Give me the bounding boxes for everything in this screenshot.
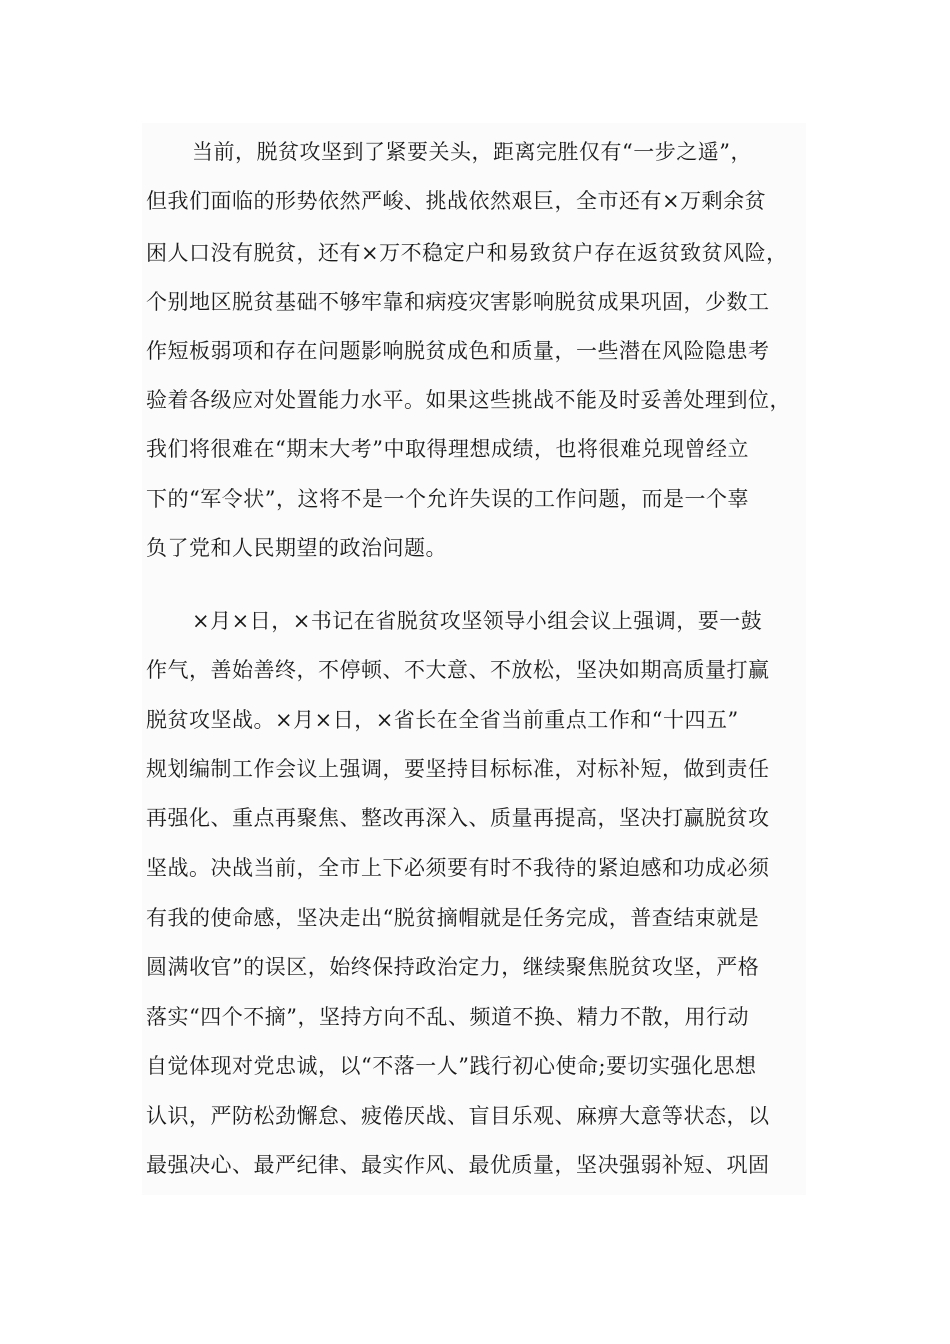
paragraph-1-line-8: 下的“军令状”，这将不是一个允许失误的工作问题，而是一个辜: [146, 487, 749, 511]
paragraph-1-line-7: 我们将很难在“期末大考”中取得理想成绩，也将很难兑现曾经立: [146, 437, 749, 461]
paragraph-1-line-9: 负了党和人民期望的政治问题。: [146, 536, 447, 560]
paragraph-1-line-3: 困人口没有脱贫，还有×万不稳定户和易致贫户存在返贫致贫风险，: [146, 241, 788, 265]
paragraph-2-line-7: 有我的使命感，坚决走出“脱贫摘帽就是任务完成，普查结束就是: [146, 906, 760, 930]
paragraph-1-line-5: 作短板弱项和存在问题影响脱贫成色和质量，一些潜在风险隐患考: [146, 339, 770, 363]
paragraph-2-line-3: 脱贫攻坚战。×月×日，×省长在全省当前重点工作和“十四五”: [146, 708, 739, 732]
paragraph-2-line-11: 认识，严防松劲懈怠、疲倦厌战、盲目乐观、麻痹大意等状态，以: [146, 1104, 770, 1128]
paragraph-2-line-1: ×月×日，×书记在省脱贫攻坚领导小组会议上强调，要一鼓: [192, 609, 763, 633]
paragraph-2-line-8: 圆满收官”的误区，始终保持政治定力，继续聚焦脱贫攻坚，严格: [146, 955, 760, 979]
paragraph-2-line-12: 最强决心、最严纪律、最实作风、最优质量，坚决强弱补短、巩固: [146, 1153, 770, 1177]
paragraph-2-line-5: 再强化、重点再聚焦、整改再深入、质量再提高，坚决打赢脱贫攻: [146, 806, 770, 830]
paragraph-1-line-6: 验着各级应对处置能力水平。如果这些挑战不能及时妥善处理到位，: [146, 388, 791, 412]
paragraph-2-line-4: 规划编制工作会议上强调，要坚持目标标准，对标补短，做到责任: [146, 757, 770, 781]
paragraph-2-line-9: 落实“四个不摘”，坚持方向不乱、频道不换、精力不散，用行动: [146, 1005, 749, 1029]
paragraph-2-line-6: 坚战。决战当前，全市上下必须要有时不我待的紧迫感和功成必须: [146, 856, 770, 880]
paragraph-2-line-10: 自觉体现对党忠诚，以“不落一人”践行初心使命;要切实强化思想: [146, 1054, 757, 1078]
paragraph-1-line-1: 当前，脱贫攻坚到了紧要关头，距离完胜仅有“一步之遥”，: [192, 140, 752, 164]
document-text-block: [142, 123, 806, 1195]
paragraph-2-line-2: 作气，善始善终，不停顿、不大意、不放松，坚决如期高质量打赢: [146, 658, 770, 682]
paragraph-1-line-4: 个别地区脱贫基础不够牢靠和病疫灾害影响脱贫成果巩固，少数工: [146, 290, 770, 314]
paragraph-1-line-2: 但我们面临的形势依然严峻、挑战依然艰巨，全市还有×万剩余贫: [146, 189, 767, 213]
